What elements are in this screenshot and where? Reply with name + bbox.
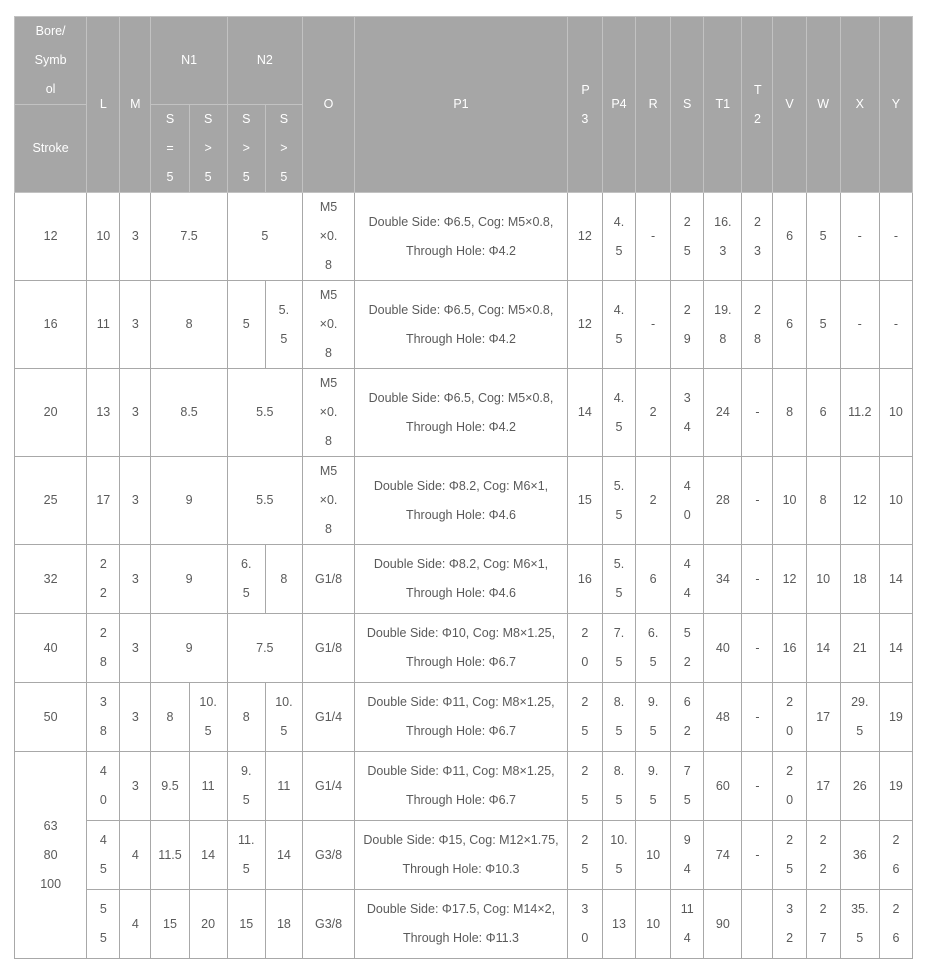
header-w: W (806, 17, 840, 193)
cell-p4: 5.5 (602, 545, 635, 614)
cell-n2-a: 15 (227, 890, 265, 959)
header-t2: T2 (742, 17, 773, 193)
header-x: X (840, 17, 879, 193)
cell-t1: 60 (704, 752, 742, 821)
table-row (15, 281, 913, 369)
header-r: R (636, 17, 671, 193)
cell-m: 3 (120, 752, 151, 821)
cell-n2-a: 11.5 (227, 821, 265, 890)
cell-bore-group: 63 80 100 (15, 752, 87, 959)
cell-r: - (636, 193, 671, 281)
cell-n2-b: 10.5 (265, 683, 302, 752)
cell-o: M5×0.8 (302, 193, 354, 281)
cell-n1-b: 14 (189, 821, 227, 890)
cell-n1-b: 20 (189, 890, 227, 959)
cell-p4: 4.5 (602, 193, 635, 281)
cell-p3: 25 (567, 821, 602, 890)
cell-r: 2 (636, 369, 671, 457)
cell-p1: Double Side: Φ11, Cog: M8×1.25, Through Hole: Φ6.7 (355, 752, 568, 821)
cell-n1-a: 15 (151, 890, 189, 959)
cell-x: 26 (840, 752, 879, 821)
specification-table (14, 16, 913, 959)
cell-p3: 12 (567, 193, 602, 281)
cell-t1: 28 (704, 457, 742, 545)
cell-x: 18 (840, 545, 879, 614)
cell-v: 6 (773, 281, 806, 369)
cell-t2: - (742, 457, 773, 545)
cell-x: 29.5 (840, 683, 879, 752)
cell-y: - (879, 281, 912, 369)
header-s: S (671, 17, 704, 193)
cell-n2: 5.5 (227, 457, 302, 545)
cell-n2-b: 8 (265, 545, 302, 614)
cell-l: 11 (87, 281, 120, 369)
header-n2: N2 (227, 17, 302, 105)
cell-w: 5 (806, 193, 840, 281)
header-o: O (302, 17, 354, 193)
cell-t2: - (742, 683, 773, 752)
cell-o: G1/4 (302, 752, 354, 821)
cell-r: 10 (636, 821, 671, 890)
cell-n2-a: 5 (227, 281, 265, 369)
cell-l: 10 (87, 193, 120, 281)
header-stroke: Stroke (15, 105, 87, 193)
cell-o: G1/8 (302, 545, 354, 614)
cell-o: M5×0.8 (302, 369, 354, 457)
cell-m: 3 (120, 369, 151, 457)
cell-r: - (636, 281, 671, 369)
cell-p1: Double Side: Φ6.5, Cog: M5×0.8, Through Hole: Φ4.2 (355, 193, 568, 281)
cell-n1: 9 (151, 545, 227, 614)
cell-v: 25 (773, 821, 806, 890)
cell-w: 17 (806, 752, 840, 821)
cell-l: 38 (87, 683, 120, 752)
cell-n1: 9 (151, 614, 227, 683)
header-n1: N1 (151, 17, 227, 105)
table-row (15, 752, 913, 821)
cell-l: 17 (87, 457, 120, 545)
cell-t1: 16.3 (704, 193, 742, 281)
cell-p1: Double Side: Φ10, Cog: M8×1.25, Through Hole: Φ6.7 (355, 614, 568, 683)
cell-t1: 24 (704, 369, 742, 457)
cell-p1: Double Side: Φ8.2, Cog: M6×1, Through Hole: Φ4.6 (355, 457, 568, 545)
cell-p3: 25 (567, 752, 602, 821)
cell-s: 29 (671, 281, 704, 369)
table-row (15, 193, 913, 281)
cell-p4: 7.5 (602, 614, 635, 683)
cell-bore: 12 (15, 193, 87, 281)
cell-n1-a: 8 (151, 683, 189, 752)
cell-n1-b: 10.5 (189, 683, 227, 752)
header-y: Y (879, 17, 912, 193)
cell-s: 52 (671, 614, 704, 683)
cell-v: 16 (773, 614, 806, 683)
cell-n2: 7.5 (227, 614, 302, 683)
cell-m: 4 (120, 890, 151, 959)
cell-y: 19 (879, 752, 912, 821)
cell-m: 3 (120, 281, 151, 369)
cell-y: 10 (879, 369, 912, 457)
cell-t2: - (742, 752, 773, 821)
cell-t2: 23 (742, 193, 773, 281)
cell-p3: 16 (567, 545, 602, 614)
cell-w: 6 (806, 369, 840, 457)
table-row (15, 890, 913, 959)
cell-n1: 8 (151, 281, 227, 369)
header-v: V (773, 17, 806, 193)
cell-n1: 9 (151, 457, 227, 545)
cell-n1-b: 11 (189, 752, 227, 821)
cell-m: 3 (120, 545, 151, 614)
table-row (15, 821, 913, 890)
cell-l: 22 (87, 545, 120, 614)
cell-v: 20 (773, 752, 806, 821)
cell-t2: - (742, 545, 773, 614)
cell-l: 13 (87, 369, 120, 457)
cell-x: 35.5 (840, 890, 879, 959)
cell-n2: 5.5 (227, 369, 302, 457)
cell-p1: Double Side: Φ6.5, Cog: M5×0.8, Through Hole: Φ4.2 (355, 281, 568, 369)
header-n1-s-eq-5: S=5 (151, 105, 189, 193)
cell-p4: 8.5 (602, 752, 635, 821)
cell-l: 40 (87, 752, 120, 821)
cell-l: 28 (87, 614, 120, 683)
header-p4: P4 (602, 17, 635, 193)
table-row (15, 545, 913, 614)
cell-x: - (840, 193, 879, 281)
cell-n2-a: 9.5 (227, 752, 265, 821)
cell-x: 12 (840, 457, 879, 545)
cell-y: 19 (879, 683, 912, 752)
cell-l: 55 (87, 890, 120, 959)
cell-o: M5×0.8 (302, 281, 354, 369)
cell-w: 5 (806, 281, 840, 369)
cell-v: 32 (773, 890, 806, 959)
cell-o: G1/8 (302, 614, 354, 683)
cell-v: 8 (773, 369, 806, 457)
cell-p1: Double Side: Φ15, Cog: M12×1.75, Through Hole: Φ10.3 (355, 821, 568, 890)
cell-n2-b: 14 (265, 821, 302, 890)
cell-m: 3 (120, 683, 151, 752)
cell-t1: 40 (704, 614, 742, 683)
cell-o: G1/4 (302, 683, 354, 752)
cell-p4: 10.5 (602, 821, 635, 890)
header-n2-s-gt-5-b: S>5 (265, 105, 302, 193)
cell-y: - (879, 193, 912, 281)
cell-n1-a: 9.5 (151, 752, 189, 821)
cell-w: 17 (806, 683, 840, 752)
cell-r: 2 (636, 457, 671, 545)
cell-m: 3 (120, 193, 151, 281)
cell-s: 40 (671, 457, 704, 545)
table-row (15, 457, 913, 545)
cell-n2: 5 (227, 193, 302, 281)
cell-p1: Double Side: Φ17.5, Cog: M14×2, Through Hole: Φ11.3 (355, 890, 568, 959)
header-m: M (120, 17, 151, 193)
cell-r: 10 (636, 890, 671, 959)
cell-p4: 5.5 (602, 457, 635, 545)
cell-v: 10 (773, 457, 806, 545)
cell-s: 114 (671, 890, 704, 959)
cell-p1: Double Side: Φ6.5, Cog: M5×0.8, Through Hole: Φ4.2 (355, 369, 568, 457)
header-p1: P1 (355, 17, 568, 193)
cell-r: 9.5 (636, 752, 671, 821)
cell-p3: 20 (567, 614, 602, 683)
cell-t2: 28 (742, 281, 773, 369)
cell-y: 14 (879, 545, 912, 614)
cell-p4: 4.5 (602, 281, 635, 369)
table-row (15, 614, 913, 683)
cell-n1: 8.5 (151, 369, 227, 457)
cell-p4: 4.5 (602, 369, 635, 457)
cell-t1: 74 (704, 821, 742, 890)
cell-bore: 32 (15, 545, 87, 614)
cell-p3: 25 (567, 683, 602, 752)
cell-m: 3 (120, 614, 151, 683)
cell-t1: 48 (704, 683, 742, 752)
cell-t2: - (742, 369, 773, 457)
cell-x: 11.2 (840, 369, 879, 457)
cell-o: M5×0.8 (302, 457, 354, 545)
cell-t1: 34 (704, 545, 742, 614)
cell-s: 94 (671, 821, 704, 890)
cell-p3: 15 (567, 457, 602, 545)
table-row (15, 369, 913, 457)
cell-n2-b: 11 (265, 752, 302, 821)
cell-p3: 14 (567, 369, 602, 457)
cell-bore: 25 (15, 457, 87, 545)
header-n2-s-gt-5-a: S>5 (227, 105, 265, 193)
cell-r: 6.5 (636, 614, 671, 683)
cell-m: 3 (120, 457, 151, 545)
cell-s: 44 (671, 545, 704, 614)
cell-w: 27 (806, 890, 840, 959)
cell-v: 20 (773, 683, 806, 752)
cell-p4: 13 (602, 890, 635, 959)
cell-v: 12 (773, 545, 806, 614)
cell-w: 14 (806, 614, 840, 683)
cell-x: 21 (840, 614, 879, 683)
cell-n1-a: 11.5 (151, 821, 189, 890)
cell-o: G3/8 (302, 890, 354, 959)
table-row (15, 683, 913, 752)
cell-s: 75 (671, 752, 704, 821)
cell-p3: 12 (567, 281, 602, 369)
cell-o: G3/8 (302, 821, 354, 890)
header-n1-s-gt-5: S>5 (189, 105, 227, 193)
cell-t1: 90 (704, 890, 742, 959)
cell-y: 10 (879, 457, 912, 545)
cell-v: 6 (773, 193, 806, 281)
cell-y: 26 (879, 821, 912, 890)
cell-y: 14 (879, 614, 912, 683)
cell-r: 6 (636, 545, 671, 614)
cell-p4: 8.5 (602, 683, 635, 752)
cell-s: 34 (671, 369, 704, 457)
cell-s: 62 (671, 683, 704, 752)
cell-r: 9.5 (636, 683, 671, 752)
cell-x: - (840, 281, 879, 369)
cell-p3: 30 (567, 890, 602, 959)
cell-n2-a: 6.5 (227, 545, 265, 614)
cell-bore: 50 (15, 683, 87, 752)
cell-t2: - (742, 614, 773, 683)
cell-x: 36 (840, 821, 879, 890)
cell-n2-b: 18 (265, 890, 302, 959)
cell-n1: 7.5 (151, 193, 227, 281)
cell-p1: Double Side: Φ11, Cog: M8×1.25, Through Hole: Φ6.7 (355, 683, 568, 752)
header-l: L (87, 17, 120, 193)
cell-t1: 19.8 (704, 281, 742, 369)
cell-w: 10 (806, 545, 840, 614)
cell-p1: Double Side: Φ8.2, Cog: M6×1, Through Hole: Φ4.6 (355, 545, 568, 614)
cell-w: 8 (806, 457, 840, 545)
header-p3: P3 (567, 17, 602, 193)
cell-bore: 40 (15, 614, 87, 683)
cell-t2 (742, 890, 773, 959)
cell-t2: - (742, 821, 773, 890)
cell-bore: 20 (15, 369, 87, 457)
cell-s: 25 (671, 193, 704, 281)
cell-w: 22 (806, 821, 840, 890)
header-bore-symbol: Bore/Symbol (15, 17, 87, 105)
cell-y: 26 (879, 890, 912, 959)
cell-bore: 16 (15, 281, 87, 369)
header-t1: T1 (704, 17, 742, 193)
cell-n2-b: 5.5 (265, 281, 302, 369)
cell-m: 4 (120, 821, 151, 890)
cell-l: 45 (87, 821, 120, 890)
cell-n2-a: 8 (227, 683, 265, 752)
